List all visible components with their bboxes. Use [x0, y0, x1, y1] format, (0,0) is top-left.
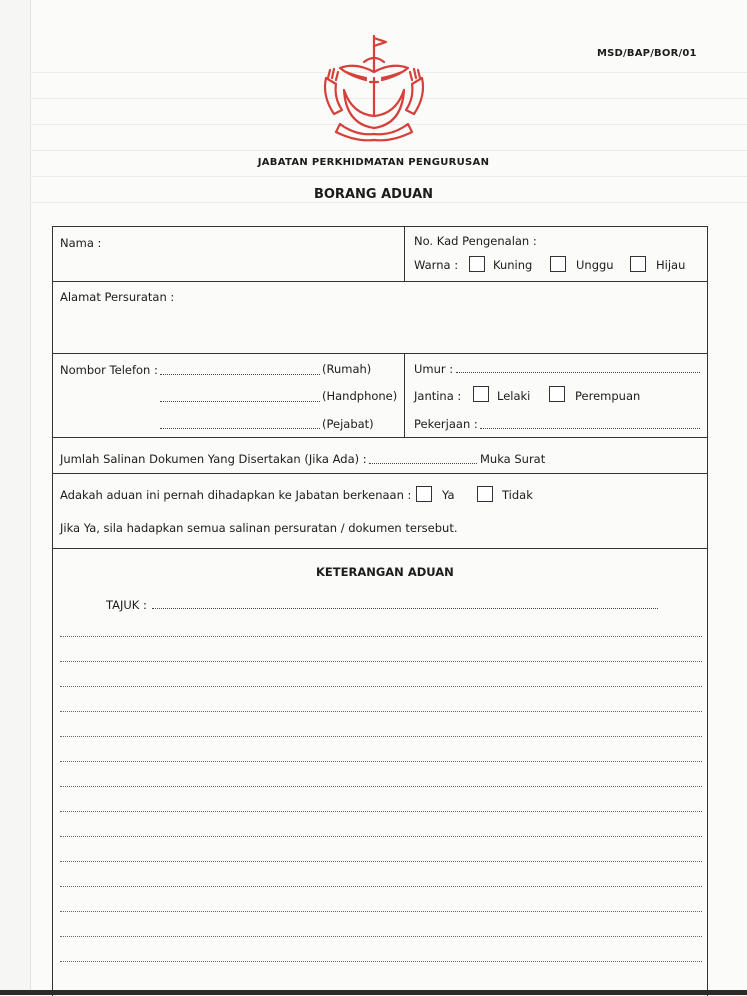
rumah-label: (Rumah): [322, 362, 372, 376]
row-divider: [52, 353, 708, 354]
hijau-checkbox[interactable]: [630, 256, 646, 272]
perempuan-checkbox[interactable]: [549, 386, 565, 402]
description-writing-line[interactable]: [60, 686, 702, 687]
muka-surat-label: Muka Surat: [480, 452, 546, 466]
adakah-label: Adakah aduan ini pernah dihadapkan ke Jabatan berkenaan :: [60, 488, 412, 502]
ya-label: Ya: [442, 488, 455, 502]
pekerjaan-label: Pekerjaan :: [414, 417, 478, 431]
alamat-label: Alamat Persuratan :: [60, 290, 175, 304]
description-writing-line[interactable]: [60, 736, 702, 737]
ic-label: No. Kad Pengenalan :: [414, 234, 537, 248]
description-writing-line[interactable]: [60, 936, 702, 937]
handphone-input-line[interactable]: [160, 401, 320, 402]
tajuk-input-line[interactable]: [152, 608, 658, 609]
description-writing-line[interactable]: [60, 761, 702, 762]
description-writing-line[interactable]: [60, 786, 702, 787]
jantina-label: Jantina :: [414, 389, 462, 403]
hijau-label: Hijau: [656, 258, 686, 272]
scan-bottom-edge: [0, 990, 747, 995]
description-writing-line[interactable]: [60, 661, 702, 662]
jumlah-label: Jumlah Salinan Dokumen Yang Disertakan (Jika Ada) :: [60, 452, 367, 466]
row-divider: [52, 437, 708, 438]
handphone-label: (Handphone): [322, 389, 398, 403]
perempuan-label: Perempuan: [575, 389, 641, 403]
row-divider: [52, 281, 708, 282]
form-frame: [52, 226, 708, 996]
row-divider: [52, 473, 708, 474]
description-writing-line[interactable]: [60, 711, 702, 712]
tajuk-label: TAJUK :: [106, 598, 147, 612]
ya-checkbox[interactable]: [416, 486, 432, 502]
tidak-checkbox[interactable]: [477, 486, 493, 502]
unggu-label: Unggu: [576, 258, 614, 272]
keterangan-heading: KETERANGAN ADUAN: [316, 565, 454, 579]
tidak-label: Tidak: [502, 488, 533, 502]
pekerjaan-input-line[interactable]: [480, 428, 700, 429]
pejabat-input-line[interactable]: [160, 428, 320, 429]
col-divider: [404, 226, 405, 281]
kuning-checkbox[interactable]: [469, 256, 485, 272]
description-writing-line[interactable]: [60, 961, 702, 962]
row-divider: [52, 548, 708, 549]
pejabat-label: (Pejabat): [322, 417, 374, 431]
telefon-label: Nombor Telefon :: [60, 363, 158, 377]
col-divider: [404, 353, 405, 437]
rumah-input-line[interactable]: [160, 374, 320, 375]
jumlah-input-line[interactable]: [369, 463, 477, 464]
warna-label: Warna :: [414, 258, 459, 272]
description-writing-line[interactable]: [60, 811, 702, 812]
kuning-label: Kuning: [493, 258, 533, 272]
umur-input-line[interactable]: [456, 372, 700, 373]
form-title: BORANG ADUAN: [313, 187, 434, 202]
description-writing-line[interactable]: [60, 861, 702, 862]
department-name: JABATAN PERKHIDMATAN PENGURUSAN: [257, 157, 490, 168]
description-writing-line[interactable]: [60, 636, 702, 637]
umur-label: Umur :: [414, 362, 454, 376]
brunei-crest-icon: [316, 32, 432, 142]
jika-ya-note: Jika Ya, sila hadapkan semua salinan persuratan / dokumen tersebut.: [60, 521, 458, 535]
lelaki-checkbox[interactable]: [473, 386, 489, 402]
unggu-checkbox[interactable]: [550, 256, 566, 272]
form-code: MSD/BAP/BOR/01: [597, 48, 697, 59]
description-writing-line[interactable]: [60, 836, 702, 837]
description-writing-line[interactable]: [60, 886, 702, 887]
nama-label: Nama :: [60, 236, 102, 250]
lelaki-label: Lelaki: [497, 389, 531, 403]
description-writing-line[interactable]: [60, 911, 702, 912]
